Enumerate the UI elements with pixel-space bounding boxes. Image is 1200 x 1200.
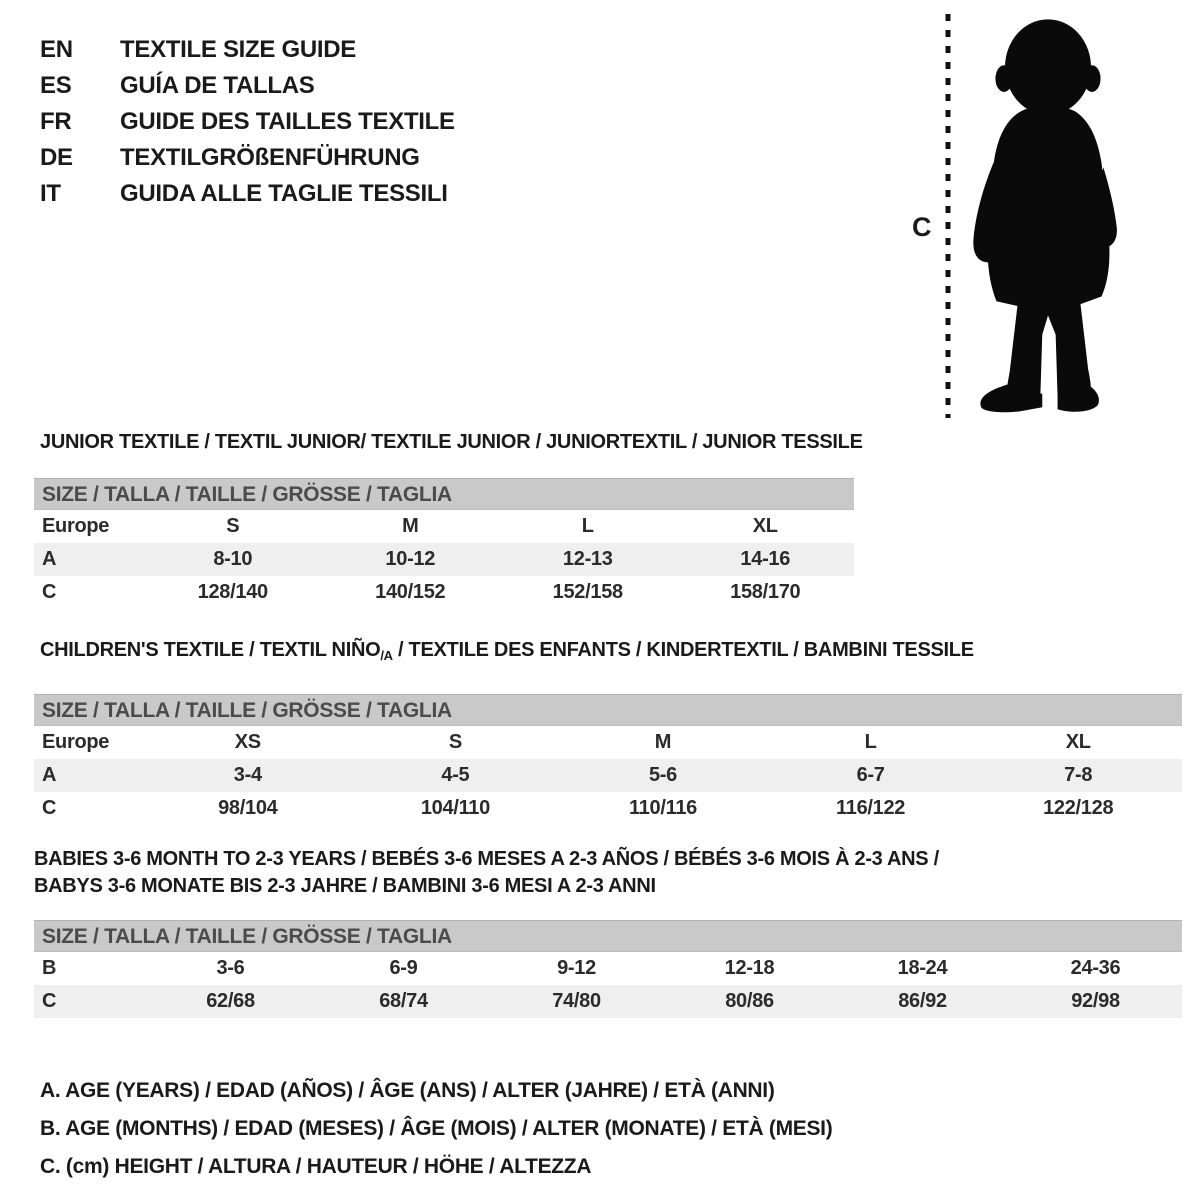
table-row [34,759,1182,792]
table-row [34,510,854,543]
measure-label-c: C [912,212,932,242]
junior-size-header: SIZE / TALLA / TAILLE / GRÖSSE / TAGLIA [34,478,854,510]
babies-title-line2: BABYS 3-6 MONATE BIS 2-3 JAHRE / BAMBINI 3-6 MESI A 2-3 ANNI [34,875,656,897]
size-cell: 10-12 [385,548,436,570]
children-section-title [40,638,1182,668]
table-row [34,952,1182,985]
size-cell: 140/152 [375,581,446,603]
junior-size-table [34,510,854,609]
size-cell: 3-4 [233,764,262,786]
size-cell: 8-10 [213,548,253,570]
table-row [34,985,1182,1018]
children-title-suffix: / TEXTILE DES ENFANTS / KINDERTEXTIL / BAMBINI TESSILE [392,639,974,661]
language-row-de [40,140,455,176]
language-code: EN [40,36,73,63]
children-title-subscript: /A [380,648,393,663]
size-cell: S [448,731,462,753]
language-row-en [40,32,455,68]
row-label: C [42,581,57,603]
language-title: TEXTILE SIZE GUIDE [120,36,356,63]
size-cell: XL [1065,731,1091,753]
row-label: A [42,548,57,570]
children-size-header: SIZE / TALLA / TAILLE / GRÖSSE / TAGLIA [34,694,1182,726]
section-babies-textile [34,846,1182,1018]
language-row-es [40,68,455,104]
size-cell: 62/68 [206,990,255,1012]
language-row-it [40,176,455,212]
babies-section-title [34,846,1182,900]
language-title: GUÍA DE TALLAS [120,72,315,99]
table-row [34,792,1182,825]
size-cell: L [864,731,877,753]
size-cell: 116/122 [836,797,906,819]
language-row-fr [40,104,455,140]
size-cell: 6-7 [856,764,885,786]
section-junior-textile [34,430,863,609]
size-cell: S [226,515,240,537]
size-cell: 68/74 [379,990,428,1012]
size-cell: 3-6 [216,957,245,979]
children-title-prefix: CHILDREN'S TEXTILE / TEXTIL NIÑO [40,639,381,661]
size-cell: 86/92 [898,990,947,1012]
size-cell: 12-18 [724,957,775,979]
size-cell: XL [752,515,778,537]
babies-size-table [34,952,1182,1018]
size-cell: 5-6 [648,764,677,786]
toddler-silhouette-icon [962,18,1134,422]
size-cell: 74/80 [552,990,601,1012]
size-cell: 158/170 [730,581,801,603]
language-code: ES [40,72,72,99]
legend-line-a: A. AGE (YEARS) / EDAD (AÑOS) / ÂGE (ANS) / ALTER (JAHRE) / ETÀ (ANNI) [40,1079,775,1102]
size-cell: 80/86 [725,990,774,1012]
section-children-textile [34,638,1182,825]
row-label: C [42,797,57,819]
junior-section-title: JUNIOR TEXTILE / TEXTIL JUNIOR/ TEXTILE JUNIOR / JUNIORTEXTIL / JUNIOR TESSILE [40,431,863,453]
size-cell: 12-13 [562,548,613,570]
size-cell: 92/98 [1071,990,1120,1012]
row-label: Europe [42,731,110,753]
size-cell: 24-36 [1070,957,1121,979]
row-label: Europe [42,515,110,537]
row-label: B [42,957,57,979]
row-label: C [42,990,57,1012]
table-row [34,543,854,576]
size-cell: 98/104 [218,797,278,819]
babies-size-header: SIZE / TALLA / TAILLE / GRÖSSE / TAGLIA [34,920,1182,952]
size-cell: 14-16 [740,548,791,570]
language-title: GUIDA ALLE TAGLIE TESSILI [120,180,448,207]
language-code: FR [40,108,72,135]
legend-line-b: B. AGE (MONTHS) / EDAD (MESES) / ÂGE (MOIS) / ALTER (MONATE) / ETÀ (MESI) [40,1117,833,1140]
table-row [34,576,854,609]
legend-line-c: C. (cm) HEIGHT / ALTURA / HAUTEUR / HÖHE / ALTEZZA [40,1155,592,1178]
size-cell: 6-9 [389,957,418,979]
height-measure-figure [900,0,1200,430]
language-code: IT [40,180,61,207]
size-cell: 110/116 [628,797,697,819]
size-cell: 4-5 [441,764,470,786]
size-cell: M [402,515,419,537]
table-row [34,726,1182,759]
size-cell: XS [234,731,261,753]
measurement-legend [40,1072,832,1186]
height-dotted-line [944,14,952,418]
size-cell: 128/140 [197,581,268,603]
row-label: A [42,764,57,786]
language-code: DE [40,144,73,171]
children-size-table [34,726,1182,825]
size-cell: 152/158 [552,581,623,603]
language-title: GUIDE DES TAILLES TEXTILE [120,108,455,135]
language-title-block [40,32,455,212]
size-cell: 9-12 [557,957,596,979]
size-cell: 122/128 [1043,797,1114,819]
size-cell: 104/110 [420,797,490,819]
size-cell: 7-8 [1064,764,1093,786]
babies-title-line1: BABIES 3-6 MONTH TO 2-3 YEARS / BEBÉS 3-6 MESES A 2-3 AÑOS / BÉBÉS 3-6 MOIS À 2-3 ANS / [34,848,939,870]
size-cell: L [581,515,594,537]
size-cell: M [654,731,672,753]
size-cell: 18-24 [897,957,948,979]
language-title: TEXTILGRÖßENFÜHRUNG [120,144,420,171]
